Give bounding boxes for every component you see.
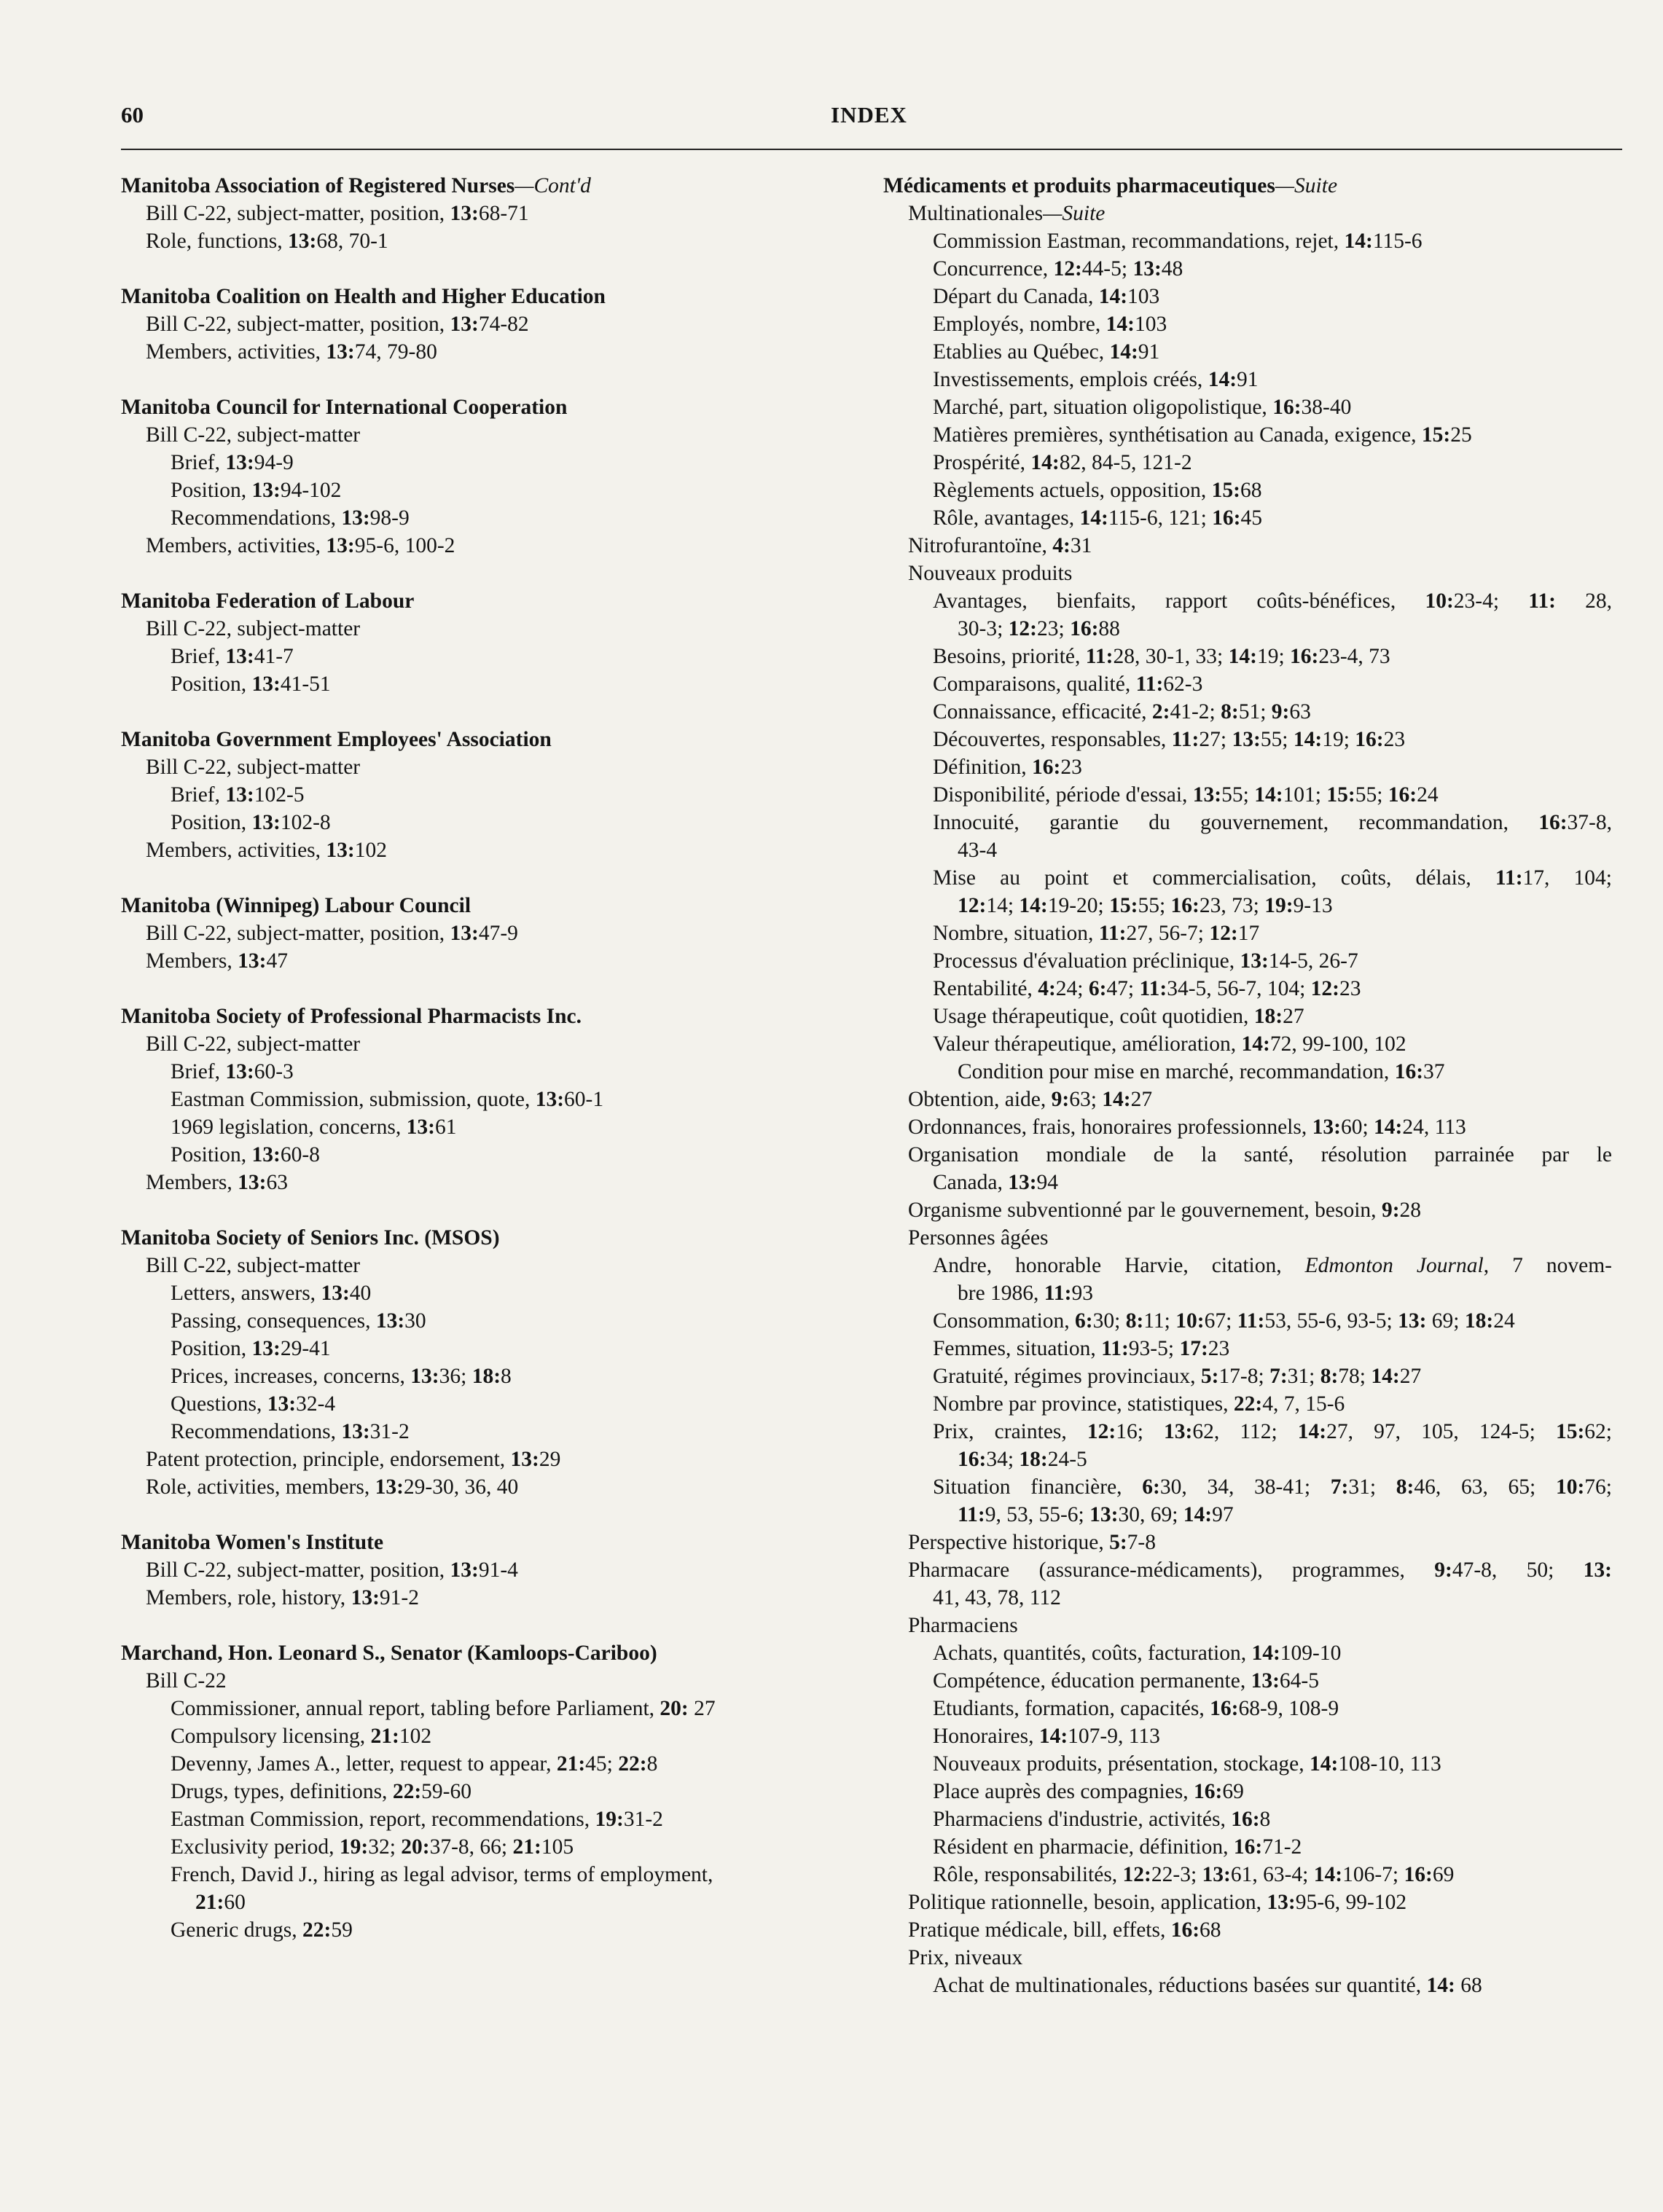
index-subentry: 43-4 xyxy=(958,839,998,862)
index-subentry: Position, 13:41-51 xyxy=(171,672,331,696)
index-subentry: Règlements actuels, opposition, 15:68 xyxy=(933,479,1262,502)
index-subentry: Mise au point et commercialisation, coûts, délais, 11:17, 104; xyxy=(933,866,1613,890)
index-subentry: Members, activities, 13:74, 79-80 xyxy=(146,340,437,364)
index-subentry: bre 1986, 11:93 xyxy=(958,1282,1093,1305)
index-subentry: Situation financière, 6:30, 34, 38-41; 7:31; 8:46, 63, 65; 10:76; xyxy=(933,1475,1612,1499)
index-subentry: Matières premières, synthétisation au Canada, exigence, 15:25 xyxy=(933,423,1472,447)
index-subentry: Découvertes, responsables, 11:27; 13:55; 14:19; 16:23 xyxy=(933,728,1406,751)
index-heading: Manitoba (Winnipeg) Labour Council xyxy=(121,894,471,917)
entry-spacer xyxy=(121,1501,850,1529)
index-subentry: Role, activities, members, 13:29-30, 36, 40 xyxy=(146,1475,519,1499)
index-subentry: Bill C-22, subject-matter, position, 13:91-4 xyxy=(146,1558,518,1582)
index-subentry: Prix, craintes, 12:16; 13:62, 112; 14:27, 97, 105, 124-5; 15:62; xyxy=(933,1420,1612,1443)
index-subentry: 21:60 xyxy=(195,1891,246,1914)
entry-spacer xyxy=(121,864,850,892)
index-subentry: Pratique médicale, bill, effets, 16:68 xyxy=(908,1918,1221,1942)
index-subentry: Nombre par province, statistiques, 22:4, 7, 15-6 xyxy=(933,1392,1345,1416)
continuation-marker: —Suite xyxy=(1043,202,1106,225)
index-subentry: Commission Eastman, recommandations, rejet, 14:115-6 xyxy=(933,230,1423,253)
index-subentry: 30-3; 12:23; 16:88 xyxy=(958,617,1120,640)
index-subentry: Disponibilité, période d'essai, 13:55; 14:101; 15:55; 16:24 xyxy=(933,783,1439,807)
index-subentry: Bill C-22, subject-matter xyxy=(146,617,361,640)
index-subentry: Etablies au Québec, 14:91 xyxy=(933,340,1160,364)
index-subentry: Bill C-22, subject-matter xyxy=(146,756,361,779)
index-subentry: Role, functions, 13:68, 70-1 xyxy=(146,230,388,253)
entry-spacer xyxy=(121,560,850,587)
index-subentry: Rôle, avantages, 14:115-6, 121; 16:45 xyxy=(933,506,1262,530)
index-subentry: Honoraires, 14:107-9, 113 xyxy=(933,1725,1160,1748)
index-heading: Manitoba Council for International Cooperation xyxy=(121,396,568,419)
index-subentry: Members, role, history, 13:91-2 xyxy=(146,1586,419,1609)
entry-spacer xyxy=(121,975,850,1003)
index-subentry: Commissioner, annual report, tabling before Parliament, 20: 27 xyxy=(171,1697,716,1720)
page-title: INDEX xyxy=(831,102,907,128)
index-subentry: Brief, 13:94-9 xyxy=(171,451,294,474)
index-subentry: Définition, 16:23 xyxy=(933,756,1082,779)
index-subentry: Multinationales—Suite xyxy=(908,202,1106,225)
index-subentry: Letters, answers, 13:40 xyxy=(171,1282,372,1305)
index-subentry: Bill C-22, subject-matter xyxy=(146,423,361,447)
index-subentry: Members, activities, 13:102 xyxy=(146,839,387,862)
index-subentry: Place auprès des compagnies, 16:69 xyxy=(933,1780,1244,1803)
index-subentry: Résident en pharmacie, définition, 16:71-2 xyxy=(933,1835,1302,1859)
index-subentry: Brief, 13:102-5 xyxy=(171,783,305,807)
index-subentry: Rentabilité, 4:24; 6:47; 11:34-5, 56-7, 104; 12:23 xyxy=(933,977,1361,1000)
index-heading: Manitoba Society of Seniors Inc. (MSOS) xyxy=(121,1226,500,1250)
index-subentry: Generic drugs, 22:59 xyxy=(171,1918,353,1942)
index-subentry: Investissements, emplois créés, 14:91 xyxy=(933,368,1259,391)
page-number: 60 xyxy=(121,102,144,128)
index-subentry: Members, 13:47 xyxy=(146,949,288,973)
index-subentry: Consommation, 6:30; 8:11; 10:67; 11:53, 55-6, 93-5; 13: 69; 18:24 xyxy=(933,1309,1515,1333)
index-subentry: Ordonnances, frais, honoraires professionnels, 13:60; 14:24, 113 xyxy=(908,1115,1466,1139)
index-subentry: Position, 13:29-41 xyxy=(171,1337,331,1360)
index-subentry: Andre, honorable Harvie, citation, Edmonton Journal, 7 novem- xyxy=(933,1254,1612,1277)
index-subentry: Pharmacare (assurance-médicaments), programmes, 9:47-8, 50; 13: xyxy=(908,1558,1612,1582)
index-subentry: Brief, 13:41-7 xyxy=(171,645,294,668)
index-subentry: Concurrence, 12:44-5; 13:48 xyxy=(933,257,1183,281)
index-subentry: Eastman Commission, submission, quote, 13:60-1 xyxy=(171,1088,604,1111)
index-subentry: Rôle, responsabilités, 12:22-3; 13:61, 63-4; 14:106-7; 16:69 xyxy=(933,1863,1455,1886)
index-subentry: Obtention, aide, 9:63; 14:27 xyxy=(908,1088,1153,1111)
continuation-marker: —Cont'd xyxy=(514,174,591,197)
index-subentry: Position, 13:94-102 xyxy=(171,479,342,502)
index-subentry: Nouveaux produits, présentation, stockage, 14:108-10, 113 xyxy=(933,1752,1441,1776)
entry-spacer xyxy=(121,1196,850,1224)
index-subentry: Patent protection, principle, endorsement, 13:29 xyxy=(146,1448,561,1471)
index-subentry: Compétence, éducation permanente, 13:64-5 xyxy=(933,1669,1319,1693)
index-subentry: Départ du Canada, 14:103 xyxy=(933,285,1160,308)
index-subentry: Femmes, situation, 11:93-5; 17:23 xyxy=(933,1337,1230,1360)
index-column-left xyxy=(121,172,850,1944)
index-subentry: Position, 13:60-8 xyxy=(171,1143,320,1166)
index-subentry: Processus d'évaluation préclinique, 13:14-5, 26-7 xyxy=(933,949,1358,973)
index-subentry: Employés, nombre, 14:103 xyxy=(933,313,1167,336)
index-subentry: Bill C-22, subject-matter, position, 13:47-9 xyxy=(146,922,518,945)
index-subentry: Brief, 13:60-3 xyxy=(171,1060,294,1083)
index-subentry: Avantages, bienfaits, rapport coûts-bénéfices, 10:23-4; 11: 28, xyxy=(933,589,1612,613)
index-subentry: 16:34; 18:24-5 xyxy=(958,1448,1087,1471)
index-subentry: Bill C-22, subject-matter, position, 13:68-71 xyxy=(146,202,529,225)
index-subentry: Usage thérapeutique, coût quotidien, 18:27 xyxy=(933,1005,1304,1028)
index-subentry: 41, 43, 78, 112 xyxy=(933,1586,1061,1609)
index-subentry: Perspective historique, 5:7-8 xyxy=(908,1531,1156,1554)
index-subentry: 11:9, 53, 55-6; 13:30, 69; 14:97 xyxy=(958,1503,1234,1526)
index-heading: Manitoba Government Employees' Association xyxy=(121,728,552,751)
index-column-right xyxy=(883,172,1612,1999)
index-subentry: Besoins, priorité, 11:28, 30-1, 33; 14:19; 16:23-4, 73 xyxy=(933,645,1390,668)
index-subentry: Achats, quantités, coûts, facturation, 14:109-10 xyxy=(933,1642,1342,1665)
index-subentry: Devenny, James A., letter, request to appear, 21:45; 22:8 xyxy=(171,1752,658,1776)
index-subentry: Drugs, types, definitions, 22:59-60 xyxy=(171,1780,471,1803)
index-subentry: Achat de multinationales, réductions basées sur quantité, 14: 68 xyxy=(933,1974,1482,1997)
index-subentry: Nombre, situation, 11:27, 56-7; 12:17 xyxy=(933,922,1260,945)
header-rule xyxy=(121,149,1622,150)
index-subentry: Members, 13:63 xyxy=(146,1171,288,1194)
index-subentry: Bill C-22, subject-matter, position, 13:74-82 xyxy=(146,313,529,336)
index-subentry: Organisation mondiale de la santé, résolution parrainée par le xyxy=(908,1143,1612,1166)
index-subentry: 1969 legislation, concerns, 13:61 xyxy=(171,1115,457,1139)
index-subentry: Nouveaux produits xyxy=(908,562,1073,585)
index-subentry: Personnes âgées xyxy=(908,1226,1049,1250)
entry-spacer xyxy=(121,255,850,283)
index-subentry: Bill C-22, subject-matter xyxy=(146,1254,361,1277)
entry-spacer xyxy=(121,1612,850,1639)
continuation-marker: —Suite xyxy=(1275,174,1338,197)
index-subentry: Questions, 13:32-4 xyxy=(171,1392,336,1416)
index-heading: Manitoba Society of Professional Pharmacists Inc. xyxy=(121,1005,582,1028)
index-subentry: 12:14; 14:19-20; 15:55; 16:23, 73; 19:9-13 xyxy=(958,894,1333,917)
index-subentry: Etudiants, formation, capacités, 16:68-9, 108-9 xyxy=(933,1697,1339,1720)
index-subentry: Eastman Commission, report, recommendations, 19:31-2 xyxy=(171,1808,663,1831)
index-heading: Manitoba Women's Institute xyxy=(121,1531,384,1554)
index-subentry: Recommendations, 13:31-2 xyxy=(171,1420,410,1443)
index-heading: Manitoba Federation of Labour xyxy=(121,589,415,613)
index-subentry: Passing, consequences, 13:30 xyxy=(171,1309,426,1333)
index-heading: Médicaments et produits pharmaceutiques—Suite xyxy=(883,174,1338,197)
index-heading: Manitoba Coalition on Health and Higher Education xyxy=(121,285,606,308)
index-subentry: Innocuité, garantie du gouvernement, recommandation, 16:37-8, xyxy=(933,811,1612,834)
index-subentry: Compulsory licensing, 21:102 xyxy=(171,1725,432,1748)
index-subentry: French, David J., hiring as legal advisor, terms of employment, xyxy=(171,1863,713,1886)
index-heading: Marchand, Hon. Leonard S., Senator (Kamloops-Cariboo) xyxy=(121,1642,657,1665)
index-subentry: Canada, 13:94 xyxy=(933,1171,1059,1194)
index-subentry: Position, 13:102-8 xyxy=(171,811,331,834)
index-subentry: Organisme subventionné par le gouvernement, besoin, 9:28 xyxy=(908,1199,1422,1222)
index-subentry: Exclusivity period, 19:32; 20:37-8, 66; 21:105 xyxy=(171,1835,574,1859)
index-subentry: Marché, part, situation oligopolistique, 16:38-40 xyxy=(933,396,1352,419)
index-subentry: Gratuité, régimes provinciaux, 5:17-8; 7:31; 8:78; 14:27 xyxy=(933,1365,1422,1388)
index-subentry: Prospérité, 14:82, 84-5, 121-2 xyxy=(933,451,1192,474)
index-subentry: Pharmaciens xyxy=(908,1614,1018,1637)
index-subentry: Nitrofurantoïne, 4:31 xyxy=(908,534,1092,557)
index-subentry: Prices, increases, concerns, 13:36; 18:8 xyxy=(171,1365,512,1388)
index-subentry: Prix, niveaux xyxy=(908,1946,1023,1969)
index-subentry: Recommendations, 13:98-9 xyxy=(171,506,410,530)
index-subentry: Condition pour mise en marché, recommandation, 16:37 xyxy=(958,1060,1445,1083)
index-subentry: Connaissance, efficacité, 2:41-2; 8:51; 9:63 xyxy=(933,700,1311,723)
index-subentry: Members, activities, 13:95-6, 100-2 xyxy=(146,534,455,557)
index-subentry: Pharmaciens d'industrie, activités, 16:8 xyxy=(933,1808,1271,1831)
entry-spacer xyxy=(121,366,850,393)
index-subentry: Bill C-22 xyxy=(146,1669,227,1693)
index-subentry: Comparaisons, qualité, 11:62-3 xyxy=(933,672,1203,696)
index-subentry: Politique rationnelle, besoin, application, 13:95-6, 99-102 xyxy=(908,1891,1407,1914)
index-heading: Manitoba Association of Registered Nurses—Cont'd xyxy=(121,174,591,197)
index-subentry: Bill C-22, subject-matter xyxy=(146,1032,361,1056)
entry-spacer xyxy=(121,698,850,726)
index-subentry: Valeur thérapeutique, amélioration, 14:72, 99-100, 102 xyxy=(933,1032,1406,1056)
